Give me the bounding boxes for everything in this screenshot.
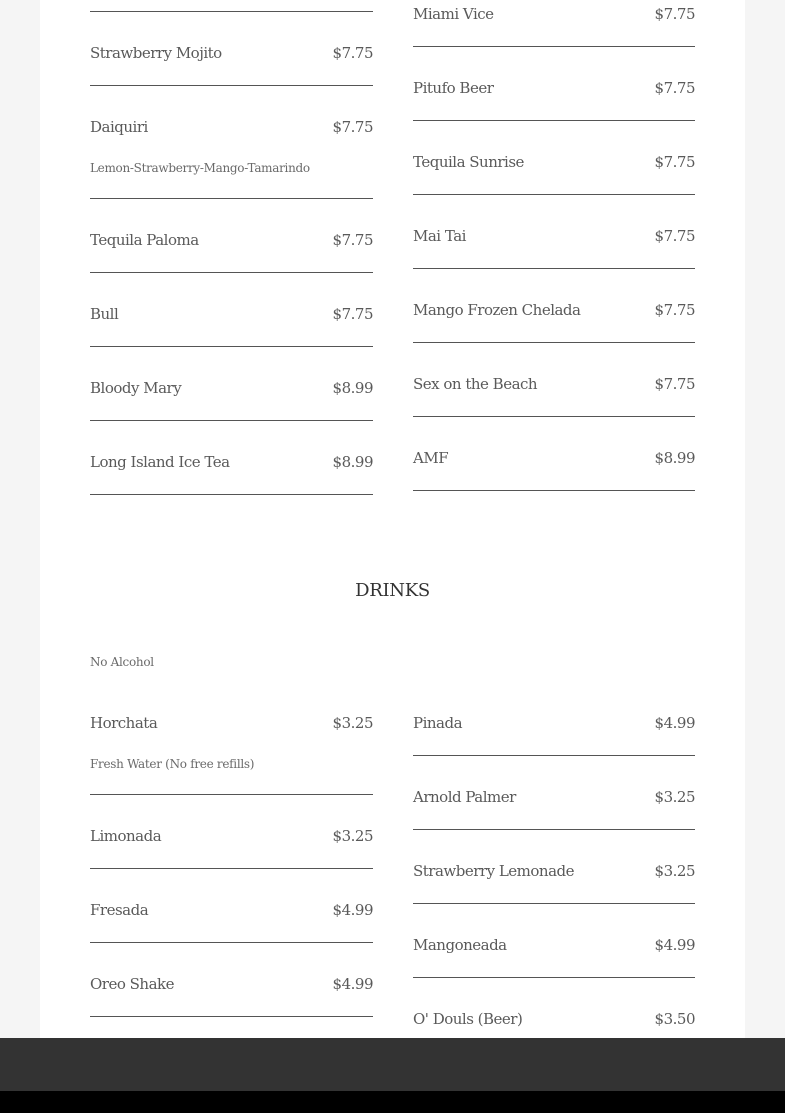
drinks-right-column xyxy=(413,714,695,1052)
menu-item xyxy=(90,118,373,199)
item-name: Bloody Mary xyxy=(90,379,182,397)
menu-item xyxy=(90,901,373,943)
item-price: $8.99 xyxy=(332,379,373,397)
menu-item xyxy=(90,44,373,86)
item-name: Bull xyxy=(90,305,119,323)
item-price: $7.75 xyxy=(654,301,695,319)
item-price: $4.99 xyxy=(332,901,373,919)
item-name: O' Douls (Beer) xyxy=(413,1010,523,1028)
item-name: Long Island Ice Tea xyxy=(90,453,230,471)
item-price: $4.99 xyxy=(332,975,373,993)
item-description: Lemon-Strawberry-Mango-Tamarindo xyxy=(90,161,310,175)
item-name: Mai Tai xyxy=(413,227,466,245)
drinks-left-column xyxy=(90,714,373,1017)
menu-item xyxy=(413,301,695,343)
menu-item xyxy=(90,975,373,1017)
item-price: $4.99 xyxy=(654,714,695,732)
item-price: $3.25 xyxy=(332,827,373,845)
item-name: Limonada xyxy=(90,827,162,845)
divider xyxy=(90,11,373,12)
item-description: Fresh Water (No free refills) xyxy=(90,757,255,771)
menu-item xyxy=(413,227,695,269)
item-name: Fresada xyxy=(90,901,149,919)
item-name: AMF xyxy=(413,449,449,467)
item-price: $8.99 xyxy=(332,453,373,471)
item-price: $7.75 xyxy=(654,153,695,171)
item-name: Mangoneada xyxy=(413,936,507,954)
item-price: $3.25 xyxy=(332,714,373,732)
item-name: Tequila Sunrise xyxy=(413,153,524,171)
menu-item xyxy=(90,827,373,869)
footer-band xyxy=(0,1038,785,1091)
item-name: Miami Vice xyxy=(413,5,494,23)
menu-item xyxy=(90,453,373,495)
item-name: Daiquiri xyxy=(90,118,148,136)
item-name: Mango Frozen Chelada xyxy=(413,301,581,319)
item-name: Strawberry Lemonade xyxy=(413,862,574,880)
menu-item xyxy=(413,936,695,978)
item-name: Arnold Palmer xyxy=(413,788,516,806)
menu-item xyxy=(90,231,373,273)
menu-item xyxy=(90,714,373,795)
item-price: $4.99 xyxy=(654,936,695,954)
menu-item xyxy=(413,79,695,121)
menu-item xyxy=(90,379,373,421)
section-title: DRINKS xyxy=(355,580,430,601)
menu-item xyxy=(413,862,695,904)
item-name: Pitufo Beer xyxy=(413,79,494,97)
item-name: Pinada xyxy=(413,714,463,732)
menu-item xyxy=(413,714,695,756)
section-note: No Alcohol xyxy=(90,655,154,669)
menu-item xyxy=(413,375,695,417)
cocktails-right-column xyxy=(413,5,695,491)
menu-item xyxy=(413,5,695,47)
item-price: $7.75 xyxy=(332,305,373,323)
footer-bottom-bar xyxy=(0,1091,785,1113)
item-price: $3.25 xyxy=(654,788,695,806)
item-price: $3.50 xyxy=(654,1010,695,1028)
item-name: Horchata xyxy=(90,714,158,732)
item-price: $7.75 xyxy=(654,227,695,245)
item-name: Sex on the Beach xyxy=(413,375,538,393)
cocktails-left-column xyxy=(90,44,373,495)
item-price: $8.99 xyxy=(654,449,695,467)
menu-item xyxy=(90,305,373,347)
item-name: Strawberry Mojito xyxy=(90,44,222,62)
menu-page xyxy=(40,0,745,1113)
item-price: $7.75 xyxy=(654,375,695,393)
item-price: $7.75 xyxy=(332,44,373,62)
item-price: $7.75 xyxy=(332,231,373,249)
menu-item xyxy=(413,449,695,491)
menu-item xyxy=(413,153,695,195)
item-price: $7.75 xyxy=(654,79,695,97)
item-name: Tequila Paloma xyxy=(90,231,199,249)
item-name: Oreo Shake xyxy=(90,975,174,993)
menu-item xyxy=(413,788,695,830)
item-price: $7.75 xyxy=(332,118,373,136)
item-price: $7.75 xyxy=(654,5,695,23)
item-price: $3.25 xyxy=(654,862,695,880)
